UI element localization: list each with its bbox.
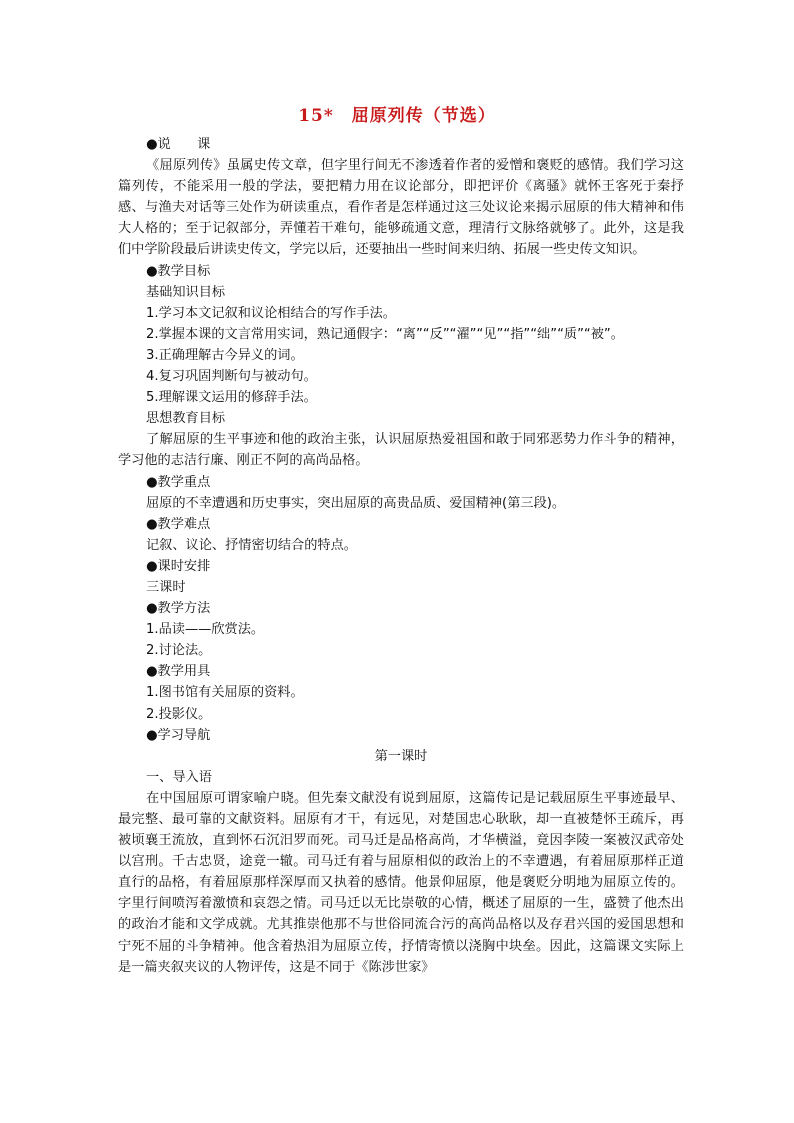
page-title: 15* 屈原列传（节选）: [298, 106, 496, 126]
focus-text: 屈原的不幸遭遇和历史事实，突出屈原的高贵品质、爱国精神(第三段)。: [146, 495, 566, 511]
section-heading: 一、导入语: [146, 769, 212, 785]
guide-heading: ●学习导航: [146, 727, 211, 743]
schedule-heading: ●课时安排: [146, 558, 211, 574]
schedule-text: 三课时: [146, 579, 186, 595]
shuoke-paragraph: 《屈原列传》虽属史传文章，但字里行间无不渗透着作者的爱憎和褒贬的感情。我们学习这篇列传，不能采用一般的学法，要把精力用在议论部分，即把评价《离骚》就怀王客死于秦抒感、与渔夫对话等三处作为研读重点，看作者是怎样通过这三处议论来揭示屈原的伟大精神和伟大人格的；至于记叙部分，弄懂若干难句，能够疏通文意，理清行文脉络就够了。此外，这是我们中学阶段最后讲读史传文，学完以后，还要抽出一些时间来归纳、拓展一些史传文知识。: [118, 158, 684, 258]
focus-heading: ●教学重点: [146, 474, 211, 490]
tools-heading: ●教学用具: [146, 664, 211, 680]
goal-item: 2.掌握本课的文言常用实词，熟记通假字：“离”“反”“濯”“见”“指”“绌”“质”“被”。: [146, 326, 624, 342]
intro-paragraph: 在中国屈原可谓家喻户晓。但先秦文献没有说到屈原，这篇传记是记载屈原生平事迹最早、最完整、最可靠的文献资料。屈原有才干，有远见，对楚国忠心耿耿，却一直被楚怀王疏斥，再被顷襄王流放，直到怀石沉汨罗而死。司马迁是品格高尚，才华横溢，竟因李陵一案被汉武帝处以宫刑。千古忠贤，途竟一辙。司马迁有着与屈原相似的政治上的不幸遭遇，有着屈原那样正道直行的品格，有着屈原那样深厚而又执着的感情。他景仰屈原，他是褒贬分明地为屈原立传的。字里行间喷泻着激愤和哀怨之情。司马迁以无比崇敬的心情，概述了屈原的一生，盛赞了他杰出的政治才能和文学成就。尤其推崇他那不与世俗同流合污的高尚品格以及存君兴国的爱国思想和宁死不屈的斗争精神。他含着热泪为屈原立传，抒情寄愤以浇胸中块垒。因此，这篇课文实际上是一篇夹叙夹议的人物评传，这是不同于《陈涉世家》: [118, 790, 684, 975]
tool-item: 2.投影仪。: [146, 706, 212, 722]
goal-item: 3.正确理解古今异义的词。: [146, 347, 304, 363]
difficulty-heading: ●教学难点: [146, 516, 211, 532]
document-body: [118, 134, 684, 978]
methods-heading: ●教学方法: [146, 601, 211, 617]
goal-item: 4.复习巩固判断句与被动句。: [146, 369, 317, 385]
method-item: 1.品读——欣赏法。: [146, 622, 265, 638]
difficulty-text: 记叙、议论、抒情密切结合的特点。: [146, 537, 357, 553]
shuoke-heading: ●说 课: [146, 137, 211, 152]
goals-heading: ●教学目标: [146, 263, 211, 279]
moral-goals-text: 了解屈原的生平事迹和他的政治主张，认识屈原热爱祖国和敢于同邪恶势力作斗争的精神，学习他的志洁行廉、刚正不阿的高尚品格。: [118, 432, 684, 469]
basic-goals-heading: 基础知识目标: [146, 284, 226, 300]
goal-item: 5.理解课文运用的修辞手法。: [146, 390, 317, 406]
goal-item: 1.学习本文记叙和议论相结合的写作手法。: [146, 305, 396, 321]
moral-goals-heading: 思想教育目标: [146, 411, 226, 427]
tool-item: 1.图书馆有关屈原的资料。: [146, 685, 304, 701]
lesson-title: 第一课时: [374, 748, 428, 764]
method-item: 2.讨论法。: [146, 643, 212, 659]
